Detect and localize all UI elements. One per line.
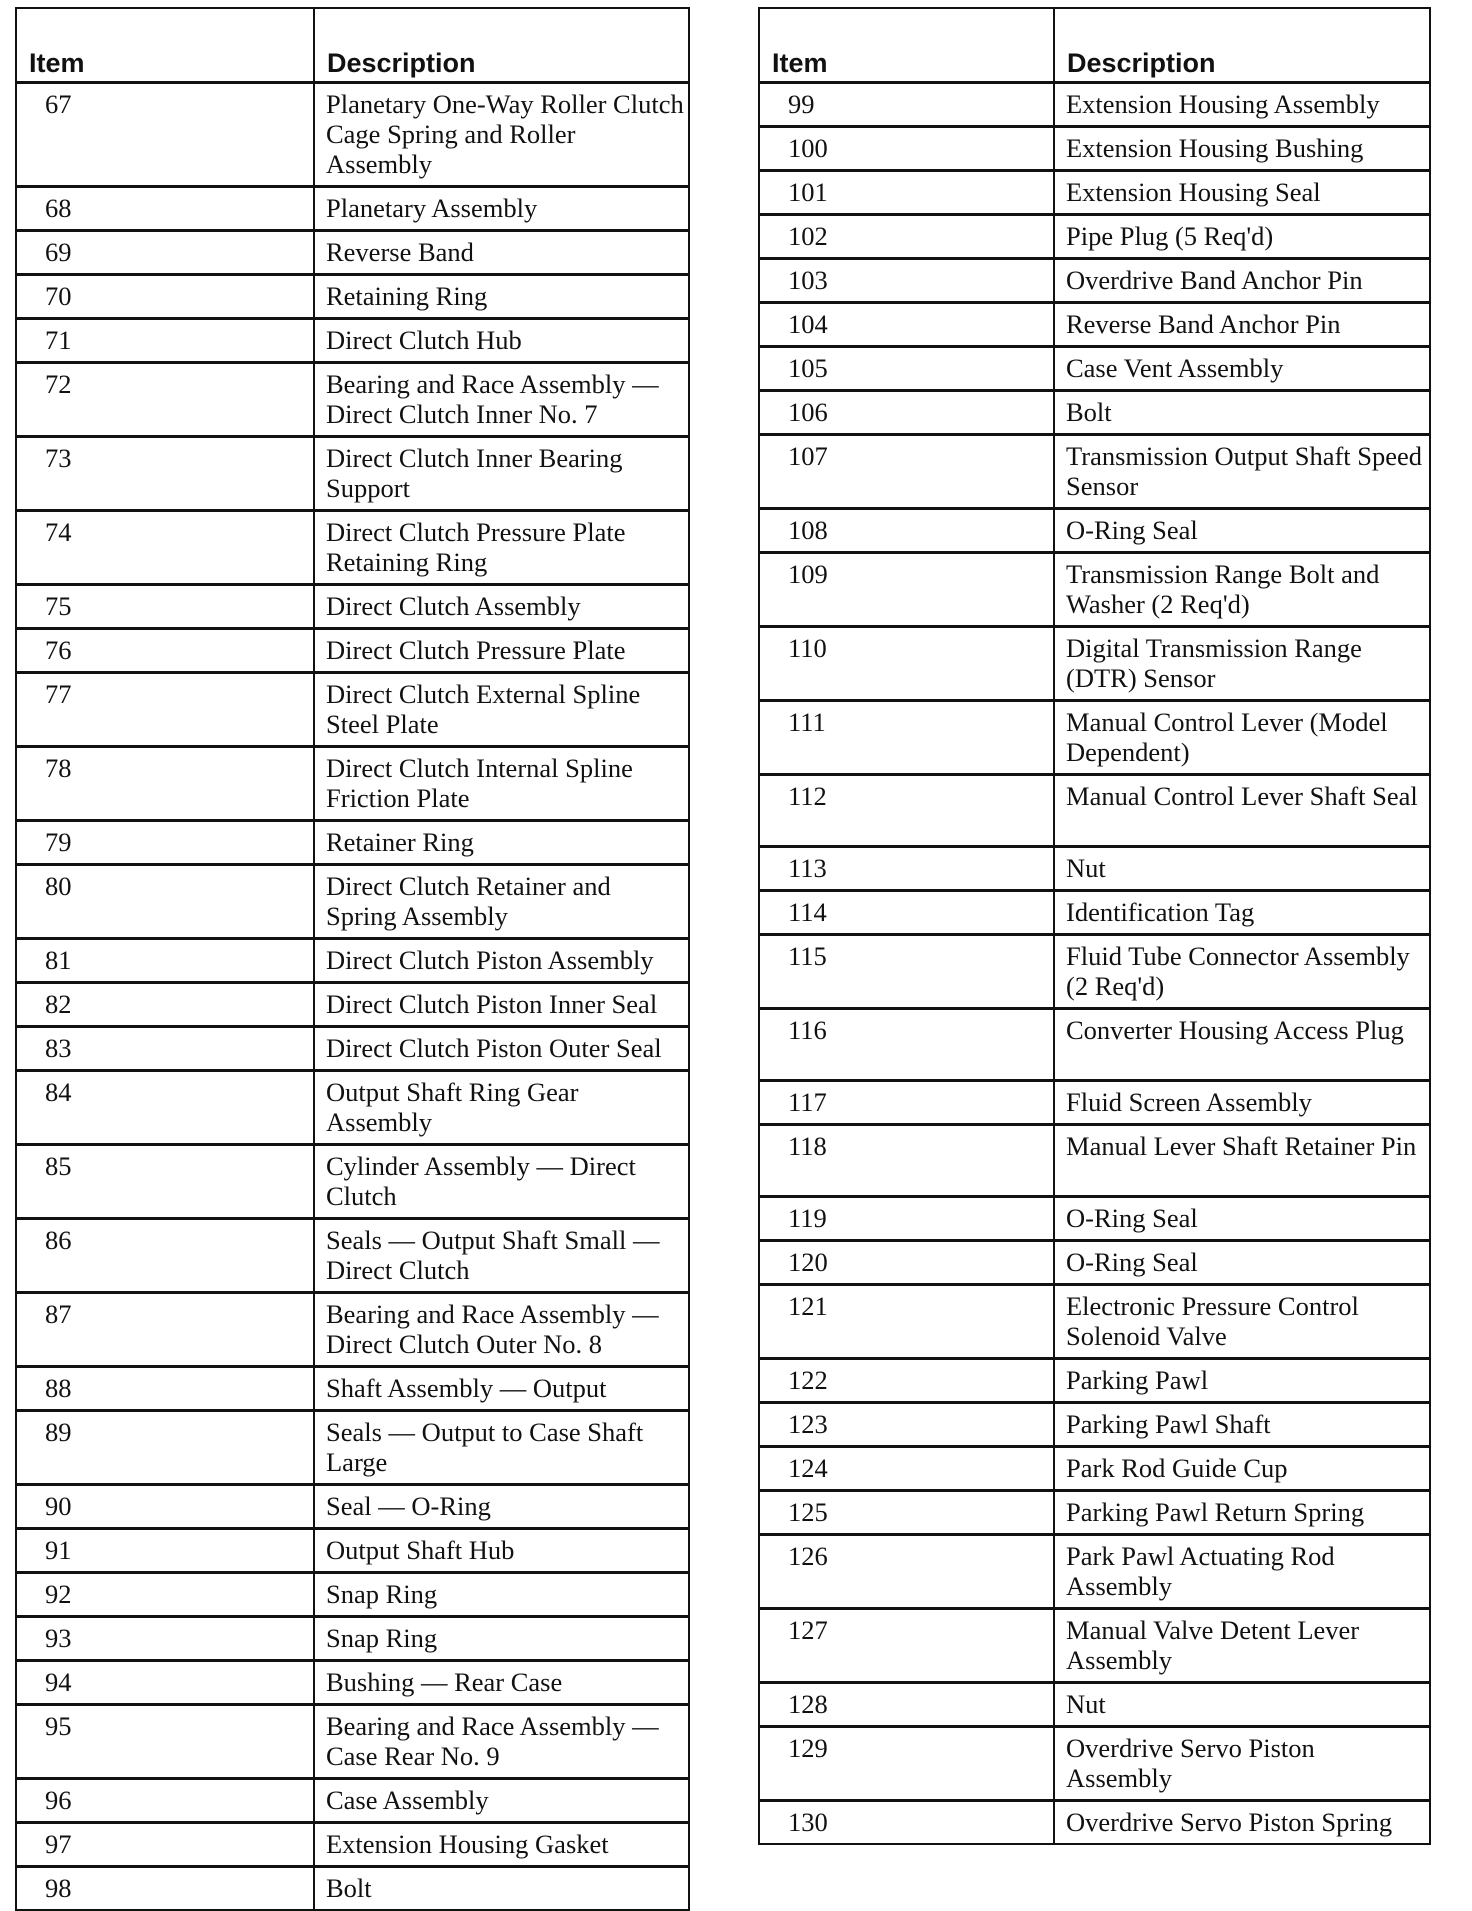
- table-header-row: [759, 8, 1430, 83]
- item-number: 83: [16, 1027, 314, 1071]
- item-number: 100: [759, 127, 1054, 171]
- item-number: 70: [16, 275, 314, 319]
- item-number: 113: [759, 847, 1054, 891]
- item-description: Manual Lever Shaft Retainer Pin: [1054, 1125, 1430, 1197]
- table-row: [759, 1125, 1430, 1197]
- item-description: Bearing and Race Assembly — Direct Clutch Inner No. 7: [314, 363, 689, 437]
- item-description: O-Ring Seal: [1054, 1197, 1430, 1241]
- table-row: [759, 553, 1430, 627]
- table-row: [759, 215, 1430, 259]
- item-description: Bearing and Race Assembly — Case Rear No. 9: [314, 1705, 689, 1779]
- item-number: 88: [16, 1367, 314, 1411]
- table-row: [759, 391, 1430, 435]
- table-row: [16, 1823, 689, 1867]
- table-row: [16, 865, 689, 939]
- item-description: Bolt: [314, 1867, 689, 1911]
- table-row: [759, 127, 1430, 171]
- item-number: 118: [759, 1125, 1054, 1197]
- item-description: Output Shaft Ring Gear Assembly: [314, 1071, 689, 1145]
- description-column-header: Description: [314, 8, 689, 83]
- item-number: 120: [759, 1241, 1054, 1285]
- item-number: 72: [16, 363, 314, 437]
- table-row: [16, 1573, 689, 1617]
- table-row: [16, 585, 689, 629]
- table-row: [16, 1219, 689, 1293]
- table-row: [759, 83, 1430, 127]
- item-description: Direct Clutch Hub: [314, 319, 689, 363]
- table-row: [16, 1485, 689, 1529]
- table-row: [16, 1779, 689, 1823]
- item-description: Direct Clutch External Spline Steel Plate: [314, 673, 689, 747]
- item-column-header: Item: [759, 8, 1054, 83]
- item-description: Park Pawl Actuating Rod Assembly: [1054, 1535, 1430, 1609]
- item-number: 74: [16, 511, 314, 585]
- table-row: [759, 1359, 1430, 1403]
- item-number: 122: [759, 1359, 1054, 1403]
- item-number: 125: [759, 1491, 1054, 1535]
- item-description: Parking Pawl Return Spring: [1054, 1491, 1430, 1535]
- item-column-header: Item: [16, 8, 314, 83]
- table-row: [16, 437, 689, 511]
- item-description: Direct Clutch Piston Inner Seal: [314, 983, 689, 1027]
- item-number: 109: [759, 553, 1054, 627]
- item-description: Bearing and Race Assembly — Direct Clutch Outer No. 8: [314, 1293, 689, 1367]
- item-description: Nut: [1054, 847, 1430, 891]
- item-number: 69: [16, 231, 314, 275]
- item-number: 121: [759, 1285, 1054, 1359]
- table-row: [16, 939, 689, 983]
- item-description: Nut: [1054, 1683, 1430, 1727]
- table-row: [759, 847, 1430, 891]
- item-number: 114: [759, 891, 1054, 935]
- item-description: Direct Clutch Retainer and Spring Assembly: [314, 865, 689, 939]
- table-row: [759, 775, 1430, 847]
- item-number: 73: [16, 437, 314, 511]
- table-row: [16, 363, 689, 437]
- item-number: 129: [759, 1727, 1054, 1801]
- item-number: 127: [759, 1609, 1054, 1683]
- parts-table-left: [15, 7, 690, 1911]
- item-description: Extension Housing Bushing: [1054, 127, 1430, 171]
- item-description: Reverse Band: [314, 231, 689, 275]
- table-row: [759, 1447, 1430, 1491]
- item-number: 81: [16, 939, 314, 983]
- table-header-row: [16, 8, 689, 83]
- table-row: [759, 1683, 1430, 1727]
- item-number: 82: [16, 983, 314, 1027]
- table-row: [759, 1009, 1430, 1081]
- item-number: 105: [759, 347, 1054, 391]
- table-row: [759, 171, 1430, 215]
- item-description: Overdrive Band Anchor Pin: [1054, 259, 1430, 303]
- item-description: Manual Valve Detent Lever Assembly: [1054, 1609, 1430, 1683]
- item-description: O-Ring Seal: [1054, 1241, 1430, 1285]
- item-number: 101: [759, 171, 1054, 215]
- item-description: Direct Clutch Internal Spline Friction Plate: [314, 747, 689, 821]
- item-number: 98: [16, 1867, 314, 1911]
- item-description: Transmission Range Bolt and Washer (2 Req'd): [1054, 553, 1430, 627]
- item-number: 123: [759, 1403, 1054, 1447]
- table-row: [759, 303, 1430, 347]
- table-row: [759, 701, 1430, 775]
- item-number: 91: [16, 1529, 314, 1573]
- item-description: Manual Control Lever (Model Dependent): [1054, 701, 1430, 775]
- table-row: [16, 1367, 689, 1411]
- item-number: 87: [16, 1293, 314, 1367]
- item-description: Seal — O-Ring: [314, 1485, 689, 1529]
- item-description: Park Rod Guide Cup: [1054, 1447, 1430, 1491]
- table-row: [16, 821, 689, 865]
- item-number: 94: [16, 1661, 314, 1705]
- item-description: Bolt: [1054, 391, 1430, 435]
- item-description: Seals — Output Shaft Small — Direct Clutch: [314, 1219, 689, 1293]
- item-number: 116: [759, 1009, 1054, 1081]
- table-row: [759, 1197, 1430, 1241]
- item-number: 84: [16, 1071, 314, 1145]
- item-number: 79: [16, 821, 314, 865]
- table-row: [759, 1285, 1430, 1359]
- item-number: 89: [16, 1411, 314, 1485]
- item-number: 103: [759, 259, 1054, 303]
- table-row: [759, 891, 1430, 935]
- item-description: Identification Tag: [1054, 891, 1430, 935]
- table-row: [16, 1705, 689, 1779]
- item-number: 76: [16, 629, 314, 673]
- item-description: Cylinder Assembly — Direct Clutch: [314, 1145, 689, 1219]
- item-number: 67: [16, 83, 314, 187]
- table-row: [759, 935, 1430, 1009]
- table-row: [16, 511, 689, 585]
- item-description: Manual Control Lever Shaft Seal: [1054, 775, 1430, 847]
- item-description: Fluid Tube Connector Assembly (2 Req'd): [1054, 935, 1430, 1009]
- item-number: 104: [759, 303, 1054, 347]
- item-number: 97: [16, 1823, 314, 1867]
- item-number: 71: [16, 319, 314, 363]
- table-row: [16, 629, 689, 673]
- item-number: 99: [759, 83, 1054, 127]
- table-row: [16, 673, 689, 747]
- table-row: [759, 1491, 1430, 1535]
- item-description: Snap Ring: [314, 1617, 689, 1661]
- item-description: Converter Housing Access Plug: [1054, 1009, 1430, 1081]
- item-description: Overdrive Servo Piston Spring: [1054, 1801, 1430, 1845]
- item-description: Planetary One-Way Roller Clutch Cage Spring and Roller Assembly: [314, 83, 689, 187]
- item-description: Pipe Plug (5 Req'd): [1054, 215, 1430, 259]
- item-description: Digital Transmission Range (DTR) Sensor: [1054, 627, 1430, 701]
- table-row: [16, 1617, 689, 1661]
- table-row: [16, 1529, 689, 1573]
- item-number: 86: [16, 1219, 314, 1293]
- table-row: [759, 347, 1430, 391]
- item-number: 75: [16, 585, 314, 629]
- item-description: Extension Housing Gasket: [314, 1823, 689, 1867]
- item-number: 115: [759, 935, 1054, 1009]
- table-row: [16, 747, 689, 821]
- item-number: 96: [16, 1779, 314, 1823]
- item-number: 111: [759, 701, 1054, 775]
- item-number: 68: [16, 187, 314, 231]
- table-row: [16, 319, 689, 363]
- description-column-header: Description: [1054, 8, 1430, 83]
- item-number: 126: [759, 1535, 1054, 1609]
- table-row: [16, 1027, 689, 1071]
- item-number: 78: [16, 747, 314, 821]
- item-description: Direct Clutch Piston Outer Seal: [314, 1027, 689, 1071]
- table-row: [16, 1293, 689, 1367]
- item-description: Direct Clutch Piston Assembly: [314, 939, 689, 983]
- item-number: 130: [759, 1801, 1054, 1845]
- item-description: Direct Clutch Assembly: [314, 585, 689, 629]
- item-description: Overdrive Servo Piston Assembly: [1054, 1727, 1430, 1801]
- table-row: [16, 1661, 689, 1705]
- item-description: Parking Pawl Shaft: [1054, 1403, 1430, 1447]
- table-row: [759, 1801, 1430, 1845]
- item-description: Case Vent Assembly: [1054, 347, 1430, 391]
- item-description: Parking Pawl: [1054, 1359, 1430, 1403]
- item-number: 102: [759, 215, 1054, 259]
- parts-table-right: [758, 7, 1431, 1845]
- item-number: 85: [16, 1145, 314, 1219]
- item-description: Reverse Band Anchor Pin: [1054, 303, 1430, 347]
- item-description: Retaining Ring: [314, 275, 689, 319]
- table-row: [16, 231, 689, 275]
- item-description: Direct Clutch Pressure Plate Retaining Ring: [314, 511, 689, 585]
- item-description: Bushing — Rear Case: [314, 1661, 689, 1705]
- item-description: Case Assembly: [314, 1779, 689, 1823]
- item-description: Direct Clutch Pressure Plate: [314, 629, 689, 673]
- table-row: [759, 435, 1430, 509]
- item-number: 108: [759, 509, 1054, 553]
- table-row: [16, 1071, 689, 1145]
- table-row: [759, 1535, 1430, 1609]
- item-number: 106: [759, 391, 1054, 435]
- item-description: Snap Ring: [314, 1573, 689, 1617]
- table-row: [759, 1727, 1430, 1801]
- table-row: [759, 1081, 1430, 1125]
- item-description: Retainer Ring: [314, 821, 689, 865]
- table-row: [16, 187, 689, 231]
- item-description: Transmission Output Shaft Speed Sensor: [1054, 435, 1430, 509]
- table-row: [759, 259, 1430, 303]
- table-row: [16, 1867, 689, 1911]
- table-row: [16, 1145, 689, 1219]
- item-description: O-Ring Seal: [1054, 509, 1430, 553]
- item-number: 92: [16, 1573, 314, 1617]
- item-description: Extension Housing Seal: [1054, 171, 1430, 215]
- table-row: [759, 1609, 1430, 1683]
- item-description: Direct Clutch Inner Bearing Support: [314, 437, 689, 511]
- table-row: [759, 627, 1430, 701]
- table-row: [759, 1403, 1430, 1447]
- item-description: Electronic Pressure Control Solenoid Valve: [1054, 1285, 1430, 1359]
- item-number: 80: [16, 865, 314, 939]
- table-row: [759, 509, 1430, 553]
- item-description: Fluid Screen Assembly: [1054, 1081, 1430, 1125]
- item-number: 90: [16, 1485, 314, 1529]
- item-number: 107: [759, 435, 1054, 509]
- item-number: 124: [759, 1447, 1054, 1491]
- table-row: [16, 1411, 689, 1485]
- item-number: 93: [16, 1617, 314, 1661]
- item-description: Planetary Assembly: [314, 187, 689, 231]
- table-row: [759, 1241, 1430, 1285]
- item-number: 95: [16, 1705, 314, 1779]
- item-number: 119: [759, 1197, 1054, 1241]
- table-row: [16, 83, 689, 187]
- table-row: [16, 983, 689, 1027]
- item-description: Output Shaft Hub: [314, 1529, 689, 1573]
- item-description: Seals — Output to Case Shaft Large: [314, 1411, 689, 1485]
- item-number: 77: [16, 673, 314, 747]
- item-description: Shaft Assembly — Output: [314, 1367, 689, 1411]
- item-number: 110: [759, 627, 1054, 701]
- table-row: [16, 275, 689, 319]
- item-number: 117: [759, 1081, 1054, 1125]
- item-number: 112: [759, 775, 1054, 847]
- item-number: 128: [759, 1683, 1054, 1727]
- item-description: Extension Housing Assembly: [1054, 83, 1430, 127]
